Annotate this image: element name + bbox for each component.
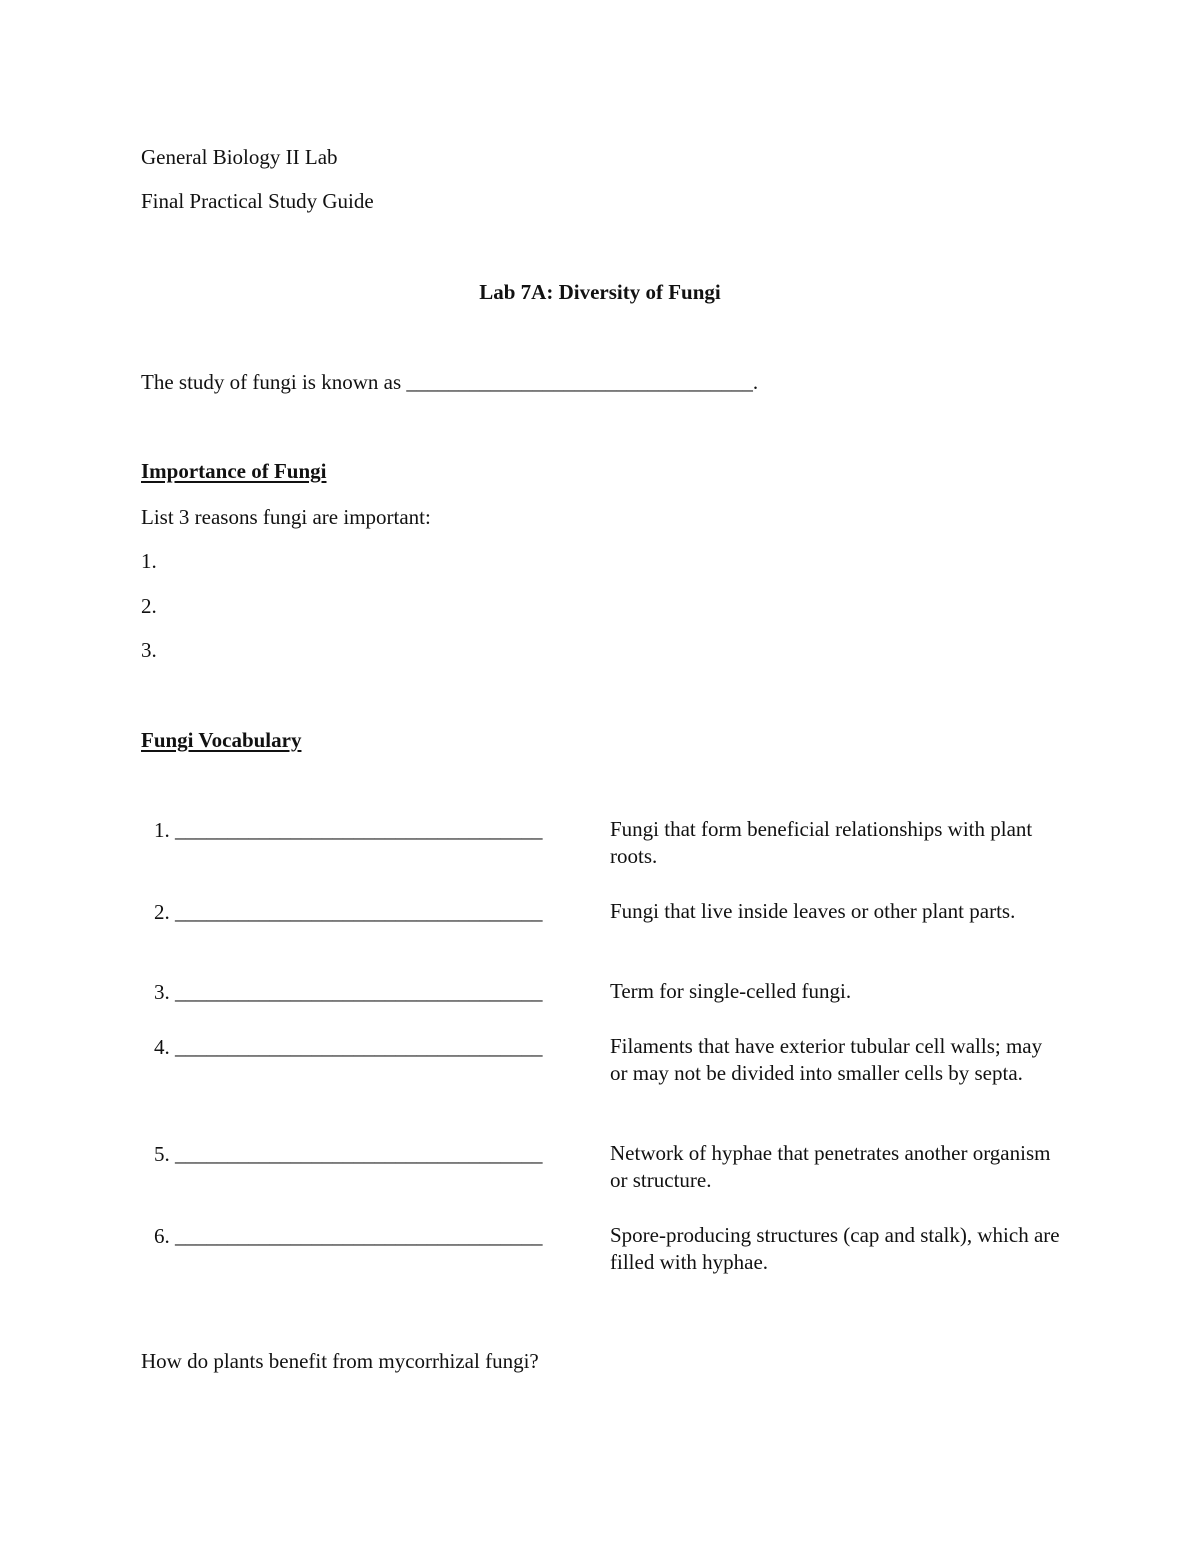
vocab-blank-4: 4. ___________________________________ <box>154 1035 543 1059</box>
lab-title: Lab 7A: Diversity of Fungi <box>479 280 721 304</box>
importance-item-2: 2. <box>141 594 157 618</box>
vocab-definition-1: Fungi that form beneficial relationships with plant roots. <box>610 817 1033 868</box>
vocab-definition-5: Network of hyphae that penetrates another organism or structure. <box>610 1141 1051 1192</box>
document-subtitle: Final Practical Study Guide <box>141 189 374 213</box>
vocab-blank-2: 2. ___________________________________ <box>154 900 543 924</box>
vocab-blank-5: 5. ___________________________________ <box>154 1142 543 1166</box>
vocab-definition-6: Spore-producing structures (cap and stalk), which are filled with hyphae. <box>610 1223 1060 1274</box>
vocabulary-heading: Fungi Vocabulary <box>141 728 302 752</box>
importance-item-1: 1. <box>141 549 157 573</box>
importance-heading: Importance of Fungi <box>141 459 327 483</box>
closing-question: How do plants benefit from mycorrhizal fungi? <box>141 1349 539 1373</box>
vocab-definition-4: Filaments that have exterior tubular cell walls; may or may not be divided into smaller cells by septa. <box>610 1034 1043 1085</box>
vocab-blank-1: 1. ___________________________________ <box>154 818 543 842</box>
vocab-blank-6: 6. ___________________________________ <box>154 1224 543 1248</box>
vocab-definition-2: Fungi that live inside leaves or other plant parts. <box>610 899 1016 923</box>
course-name: General Biology II Lab <box>141 145 338 169</box>
intro-question: The study of fungi is known as _________________________________. <box>141 370 759 394</box>
vocab-definition-3: Term for single-celled fungi. <box>610 979 852 1003</box>
importance-item-3: 3. <box>141 638 157 662</box>
vocab-blank-3: 3. ___________________________________ <box>154 980 543 1004</box>
importance-prompt: List 3 reasons fungi are important: <box>141 505 431 529</box>
